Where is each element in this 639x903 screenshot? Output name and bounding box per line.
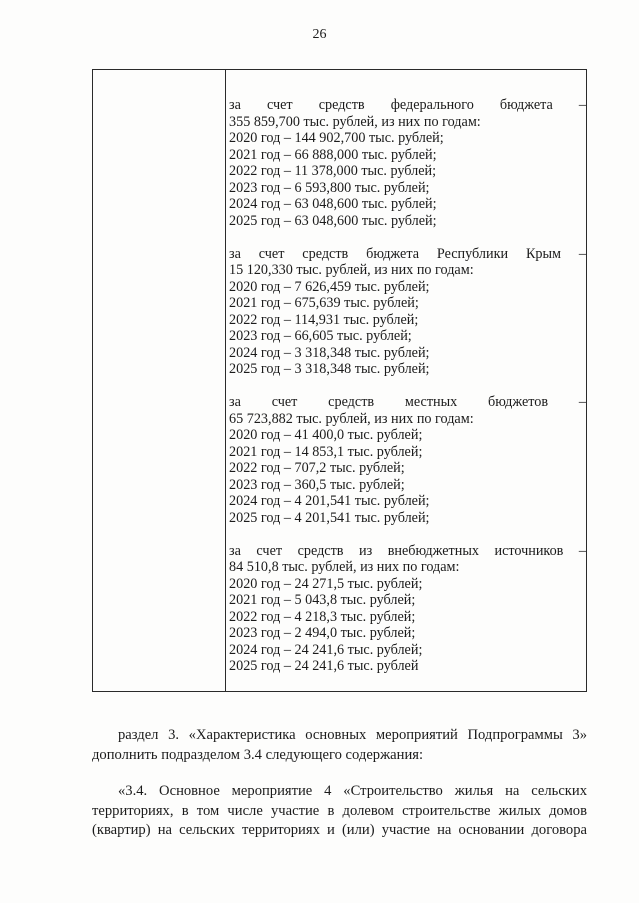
funding-year-line: 2021 год – 675,639 тыс. рублей; — [229, 295, 419, 311]
funding-total: 355 859,700 тыс. рублей, из них по годам: — [229, 113, 481, 130]
subsection-paragraph: «3.4. Основное мероприятие 4 «Строительство жилья на сельских территориях, в том числе участие в долевом строительстве жилых домов (квартир) на сельских территориях и (или) участие на основании договора — [92, 783, 587, 838]
funding-year-line: 2024 год – 3 318,348 тыс. рублей; — [229, 344, 430, 361]
funding-block — [229, 97, 586, 229]
funding-year-line: 2024 год – 63 048,600 тыс. рублей; — [229, 196, 437, 212]
funding-year-line: 2025 год – 4 201,541 тыс. рублей; — [229, 509, 430, 526]
funding-year-line: 2024 год – 24 241,6 тыс. рублей; — [229, 641, 423, 658]
funding-source-heading: за счет средств местных бюджетов – — [229, 394, 586, 410]
funding-source-heading: за счет средств из внебюджетных источников – — [229, 542, 586, 559]
funding-sources-cell — [229, 97, 586, 691]
funding-year-line: 2020 год – 24 271,5 тыс. рублей; — [229, 575, 423, 592]
funding-year-line: 2022 год – 4 218,3 тыс. рублей; — [229, 608, 416, 625]
funding-year-line: 2020 год – 41 400,0 тыс. рублей; — [229, 427, 423, 443]
funding-year-line: 2023 год – 2 494,0 тыс. рублей; — [229, 625, 416, 641]
funding-year-line: 2020 год – 144 902,700 тыс. рублей; — [229, 130, 444, 146]
funding-block — [229, 394, 586, 526]
funding-year-line: 2021 год – 5 043,8 тыс. рублей; — [229, 592, 416, 608]
funding-total: 65 723,882 тыс. рублей, из них по годам: — [229, 410, 474, 427]
funding-year-line: 2021 год – 14 853,1 тыс. рублей; — [229, 443, 423, 460]
body-text — [92, 726, 587, 841]
funding-year-line: 2025 год – 63 048,600 тыс. рублей; — [229, 212, 437, 229]
funding-year-line: 2021 год – 66 888,000 тыс. рублей; — [229, 146, 437, 163]
funding-source-heading: за счет средств бюджета Республики Крым – — [229, 245, 586, 262]
funding-year-line: 2025 год – 24 241,6 тыс. рублей — [229, 658, 419, 674]
funding-block — [229, 245, 586, 378]
funding-year-line: 2024 год – 4 201,541 тыс. рублей; — [229, 493, 430, 509]
table-column-divider — [225, 70, 226, 691]
funding-year-line: 2020 год – 7 626,459 тыс. рублей; — [229, 278, 430, 295]
funding-source-heading: за счет средств федерального бюджета – — [229, 97, 586, 113]
funding-total: 15 120,330 тыс. рублей, из них по годам: — [229, 262, 474, 278]
funding-total: 84 510,8 тыс. рублей, из них по годам: — [229, 559, 460, 575]
funding-year-line: 2023 год – 360,5 тыс. рублей; — [229, 476, 405, 493]
funding-year-line: 2022 год – 707,2 тыс. рублей; — [229, 460, 405, 476]
page-number: 26 — [312, 27, 327, 42]
funding-year-line: 2025 год – 3 318,348 тыс. рублей; — [229, 361, 430, 377]
funding-year-line: 2022 год – 11 378,000 тыс. рублей; — [229, 163, 437, 179]
funding-block — [229, 542, 586, 675]
section-paragraph: раздел 3. «Характеристика основных мероприятий Подпрограммы 3» дополнить подразделом 3.4 следующего содержания: — [92, 727, 587, 763]
funding-year-line: 2023 год – 66,605 тыс. рублей; — [229, 328, 412, 344]
funding-year-line: 2023 год – 6 593,800 тыс. рублей; — [229, 179, 430, 196]
funding-table — [92, 69, 587, 692]
funding-year-line: 2022 год – 114,931 тыс. рублей; — [229, 311, 419, 328]
